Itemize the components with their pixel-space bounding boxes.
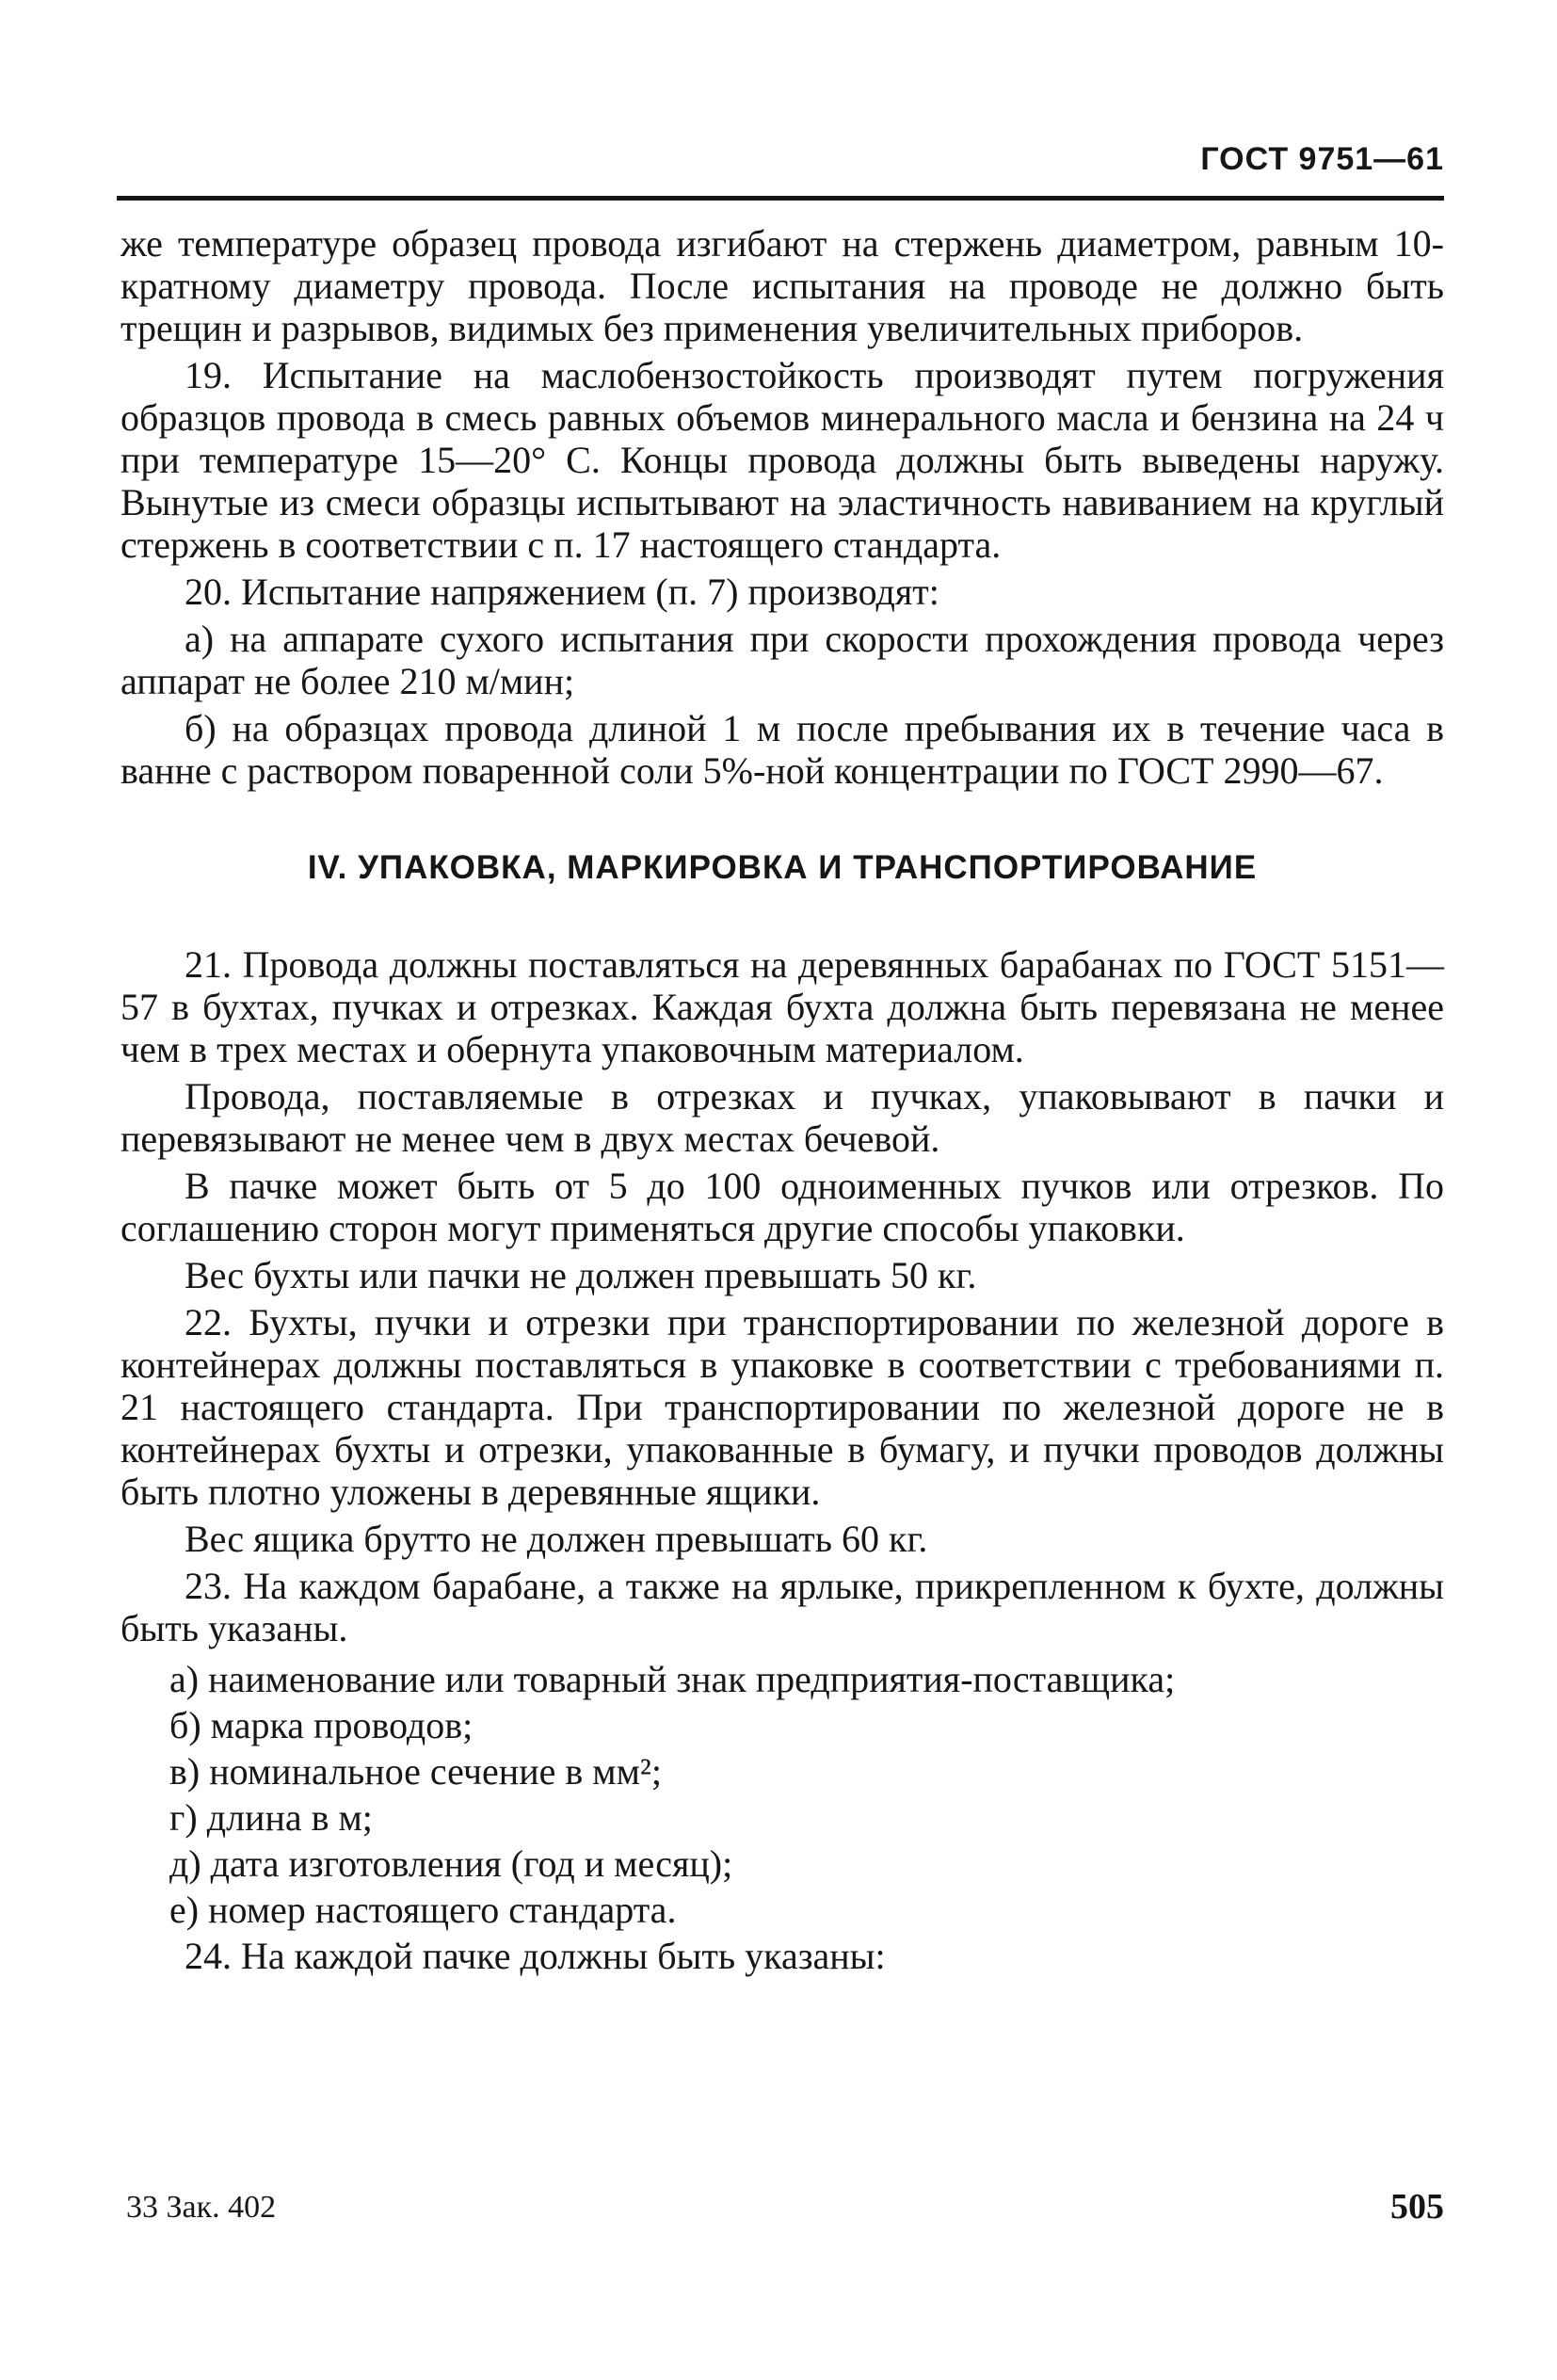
list-item: б) марка проводов; (169, 1704, 474, 1746)
paragraph-21-packs: Провода, поставляемые в отрезках и пучках, упаковывают в пачки и перевязывают не менее чем в двух местах бечевой. (120, 1075, 1444, 1160)
list-item: е) номер настоящего стандарта. (169, 1889, 677, 1931)
paragraph-21-count: В пачке может быть от 5 до 100 одноименных пучков или отрезков. По соглашению сторон могут применяться другие способы упаковки. (120, 1165, 1444, 1249)
paragraph-continuation: же температуре образец провода изгибают на стержень диаметром, равным 10-кратному диаметру провода. После испытания на проводе не должно быть трещин и разрывов, видимых без применения увеличительных приборов. (120, 222, 1444, 349)
list-item: д) дата изготовления (год и месяц); (169, 1842, 733, 1885)
paragraph-21-weight: Вес бухты или пачки не должен превышать 50 кг. (185, 1254, 977, 1296)
list-item: г) длина в м; (169, 1796, 373, 1839)
paragraph-22-weight: Вес ящика брутто не должен превышать 60 кг. (185, 1518, 928, 1560)
paragraph-20a: а) на аппарате сухого испытания при скорости прохождения провода через аппарат не более 210 м/мин; (120, 618, 1444, 702)
document-header: ГОСТ 9751—61 (1200, 141, 1444, 177)
paragraph-23: 23. На каждом барабане, а также на ярлыке, прикрепленном к бухте, должны быть указаны. (120, 1565, 1444, 1649)
page-number: 505 (1390, 2187, 1444, 2227)
paragraph-20: 20. Испытание напряжением (п. 7) производят: (185, 571, 939, 613)
paragraph-19: 19. Испытание на маслобензостойкость производят путем погружения образцов провода в смесь равных объемов минерального масла и бензина на 24 ч при температуре 15—20° С. Концы провода должны быть выведены наружу. Вынутые из смеси образцы испытывают на эластичность навиванием на круглый стержень в соответствии с п. 17 настоящего стандарта. (120, 354, 1444, 566)
document-body (120, 222, 1444, 1982)
footer-order: 33 Зак. 402 (126, 2190, 277, 2225)
header-rule (117, 196, 1444, 201)
section-title: IV. УПАКОВКА, МАРКИРОВКА И ТРАНСПОРТИРОВАНИЕ (307, 849, 1258, 886)
paragraph-20b: б) на образцах провода длиной 1 м после пребывания их в течение часа в ванне с раствором поваренной соли 5%-ной концентрации по ГОСТ 2990—67. (120, 707, 1444, 792)
list-item: в) номинальное сечение в мм²; (169, 1750, 662, 1793)
paragraph-24: 24. На каждой пачке должны быть указаны: (185, 1935, 886, 1977)
paragraph-22: 22. Бухты, пучки и отрезки при транспортировании по железной дороге в контейнерах должны поставляться в упаковке в соответствии с требованиями п. 21 настоящего стандарта. При транспортировании по железной дороге не в контейнерах бухты и отрезки, упакованные в бумагу, и пучки проводов должны быть плотно уложены в деревянные ящики. (120, 1301, 1444, 1513)
paragraph-21: 21. Провода должны поставляться на деревянных барабанах по ГОСТ 5151—57 в бухтах, пучках и отрезках. Каждая бухта должна быть перевязана не менее чем в трех местах и обернута упаковочным материалом. (120, 943, 1444, 1070)
list-item: а) наименование или товарный знак предприятия-поставщика; (169, 1658, 1176, 1700)
